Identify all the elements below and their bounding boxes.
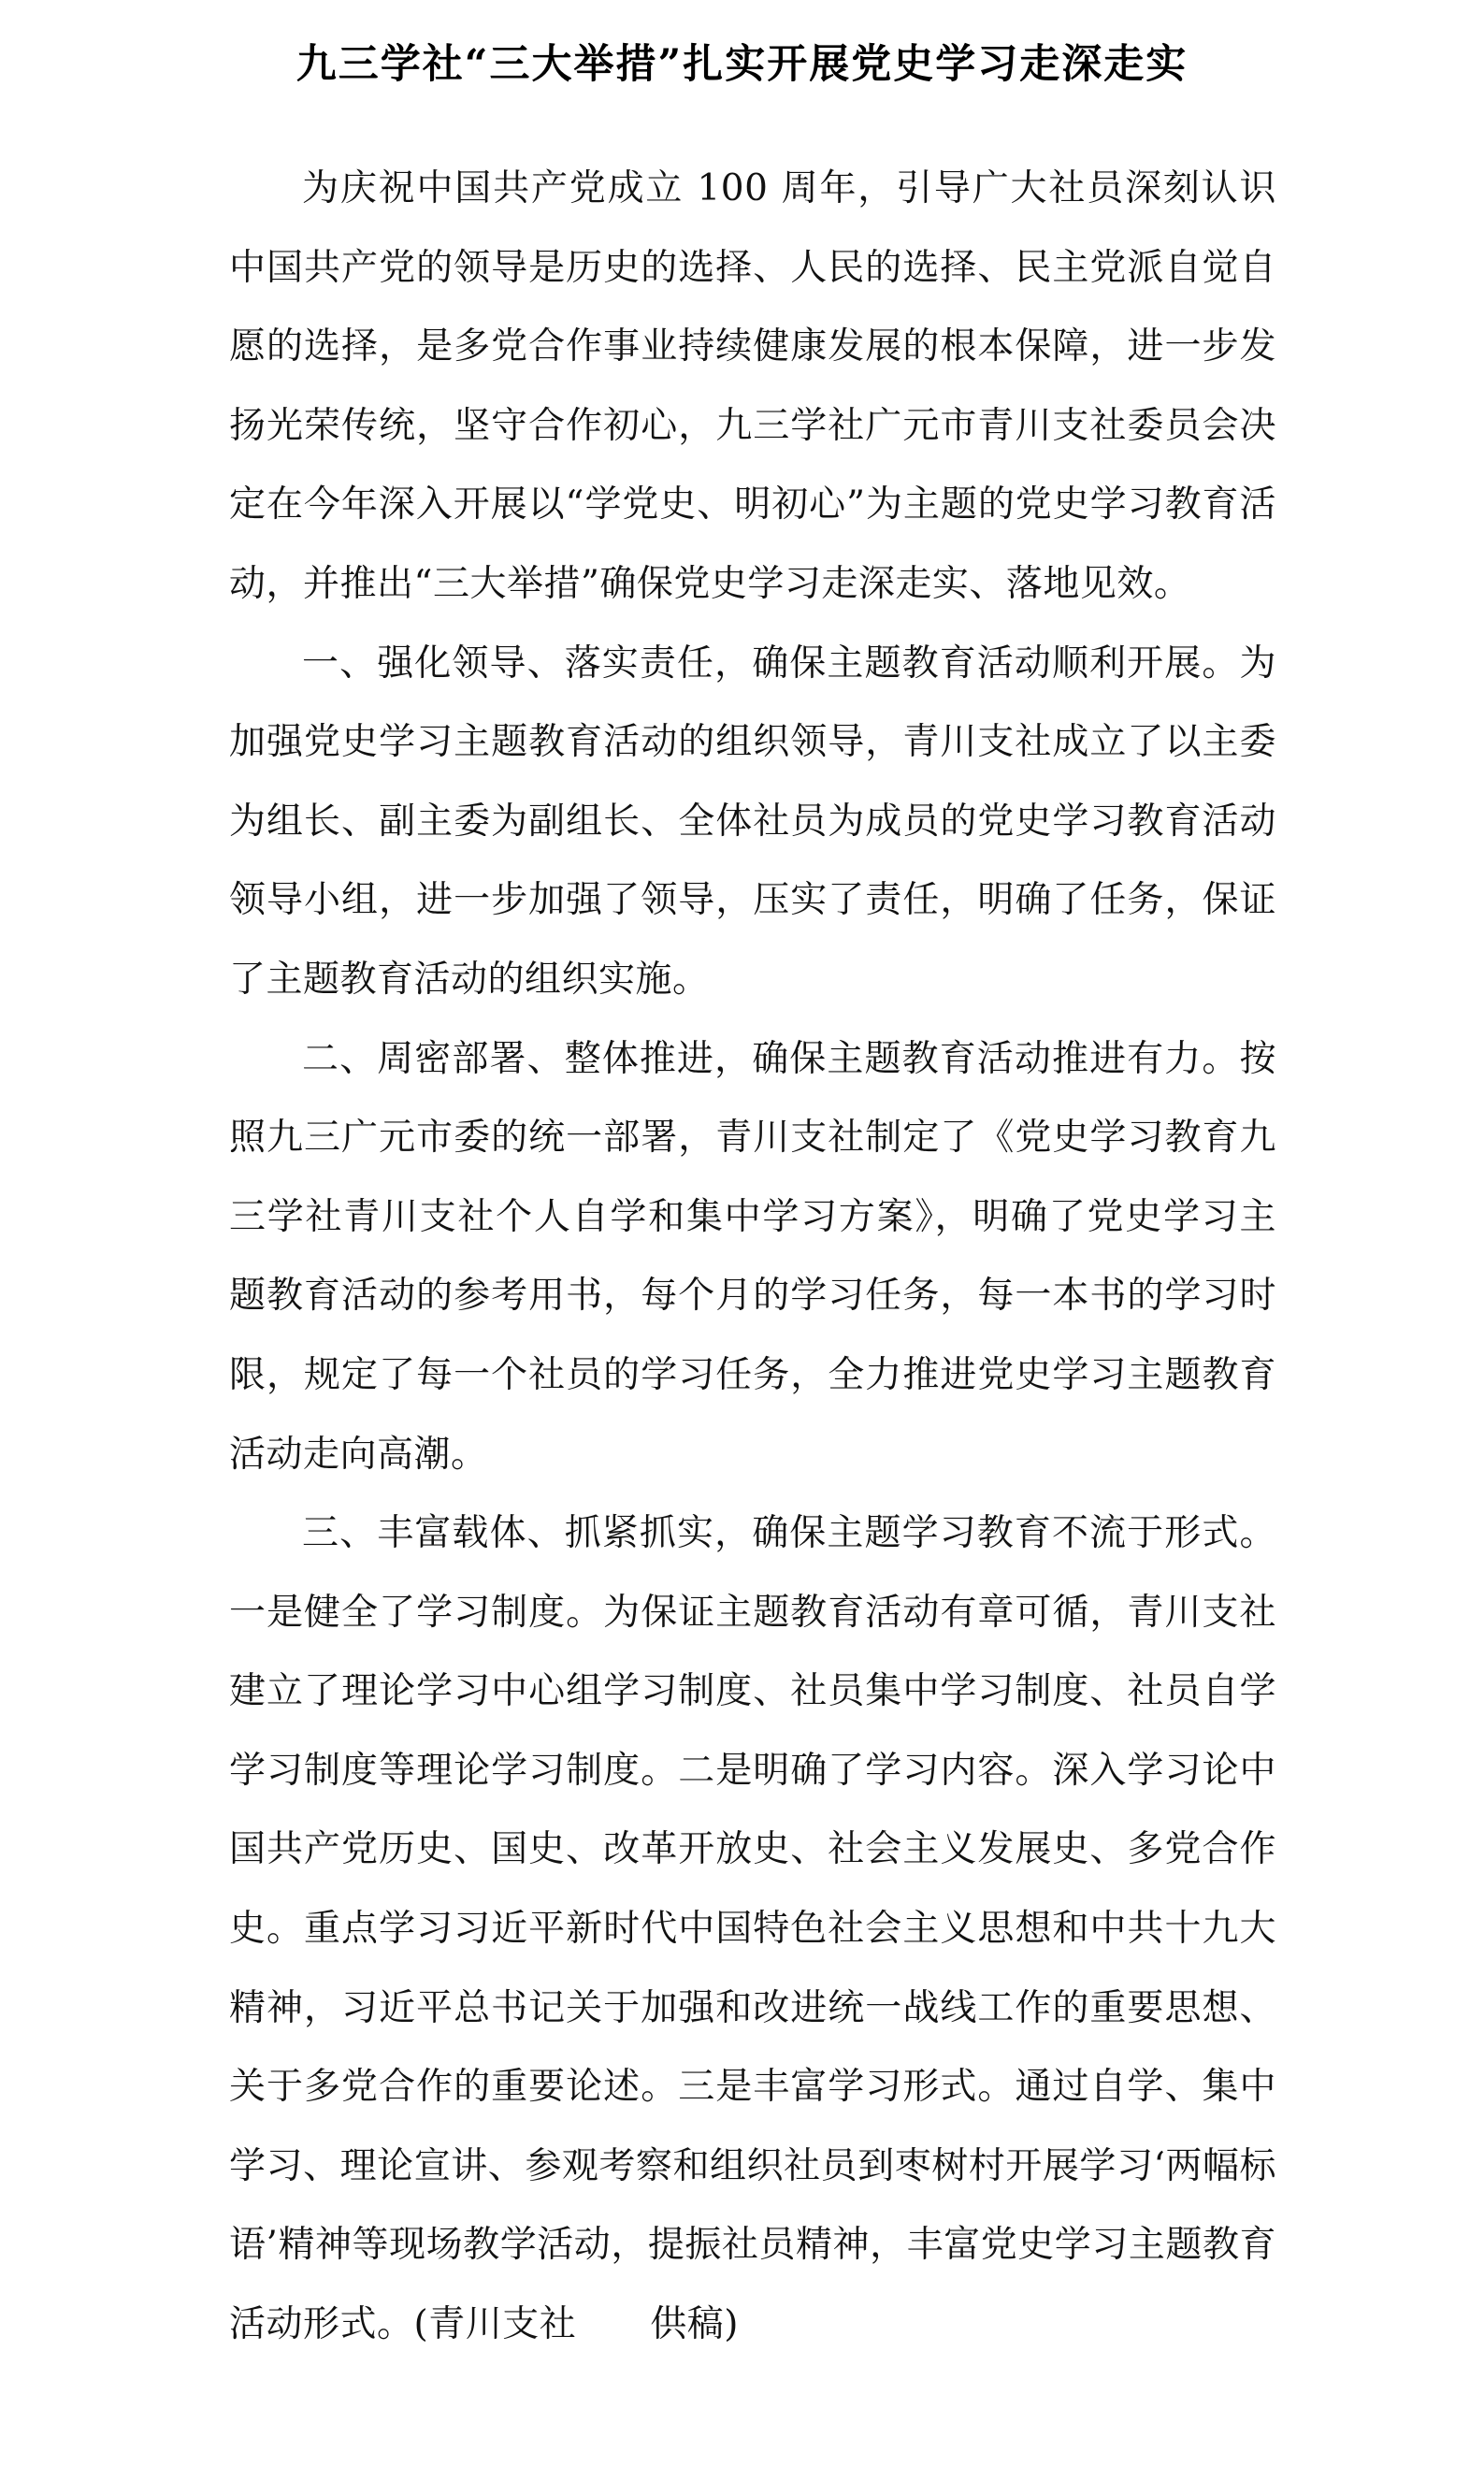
paragraph-section-two: 二、周密部署、整体推进，确保主题教育活动推进有力。按照九三广元市委的统一部署，青川支社制定了《党史学习教育九三学社青川支社个人自学和集中学习方案》，明确了党史学习主题教育活动的参考用书，每个月的学习任务，每一本书的学习时限，规定了每一个社员的学习任务，全力推进党史学习主题教育活动走向高潮。: [229, 1037, 1276, 1476]
document-title: 九三学社“三大举措”扎实开展党史学习走深走实: [295, 40, 1189, 88]
paragraph-intro: 为庆祝中国共产党成立 100 周年，引导广大社员深刻认识中国共产党的领导是历史的选择、人民的选择、民主党派自觉自愿的选择，是多党合作事业持续健康发展的根本保障，进一步发扬光荣传统，坚守合作初心，九三学社广元市青川支社委员会决定在今年深入开展以“学党史、明初心”为主题的党史学习教育活动，并推出“三大举措”确保党史学习走深走实、落地见效。: [229, 167, 1276, 605]
paragraph-section-one: 一、强化领导、落实责任，确保主题教育活动顺利开展。为加强党史学习主题教育活动的组织领导，青川支社成立了以主委为组长、副主委为副组长、全体社员为成员的党史学习教育活动领导小组，进一步加强了领导，压实了责任，明确了任务，保证了主题教育活动的组织实施。: [229, 642, 1276, 1001]
document-body: [229, 150, 1276, 2365]
paragraph-section-three: 三、丰富载体、抓紧抓实，确保主题学习教育不流于形式。一是健全了学习制度。为保证主题教育活动有章可循，青川支社建立了理论学习中心组学习制度、社员集中学习制度、社员自学学习制度等理论学习制度。二是明确了学习内容。深入学习论中国共产党历史、国史、改革开放史、社会主义发展史、多党合作史。重点学习习近平新时代中国特色社会主义思想和中共十九大精神，习近平总书记关于加强和改进统一战线工作的重要思想、关于多党合作的重要论述。三是丰富学习形式。通过自学、集中学习、理论宣讲、参观考察和组织社员到枣树村开展学习‘两幅标语’精神等现场教学活动，提振社员精神，丰富党史学习主题教育活动形式。(青川支社 供稿): [229, 1512, 1276, 2346]
